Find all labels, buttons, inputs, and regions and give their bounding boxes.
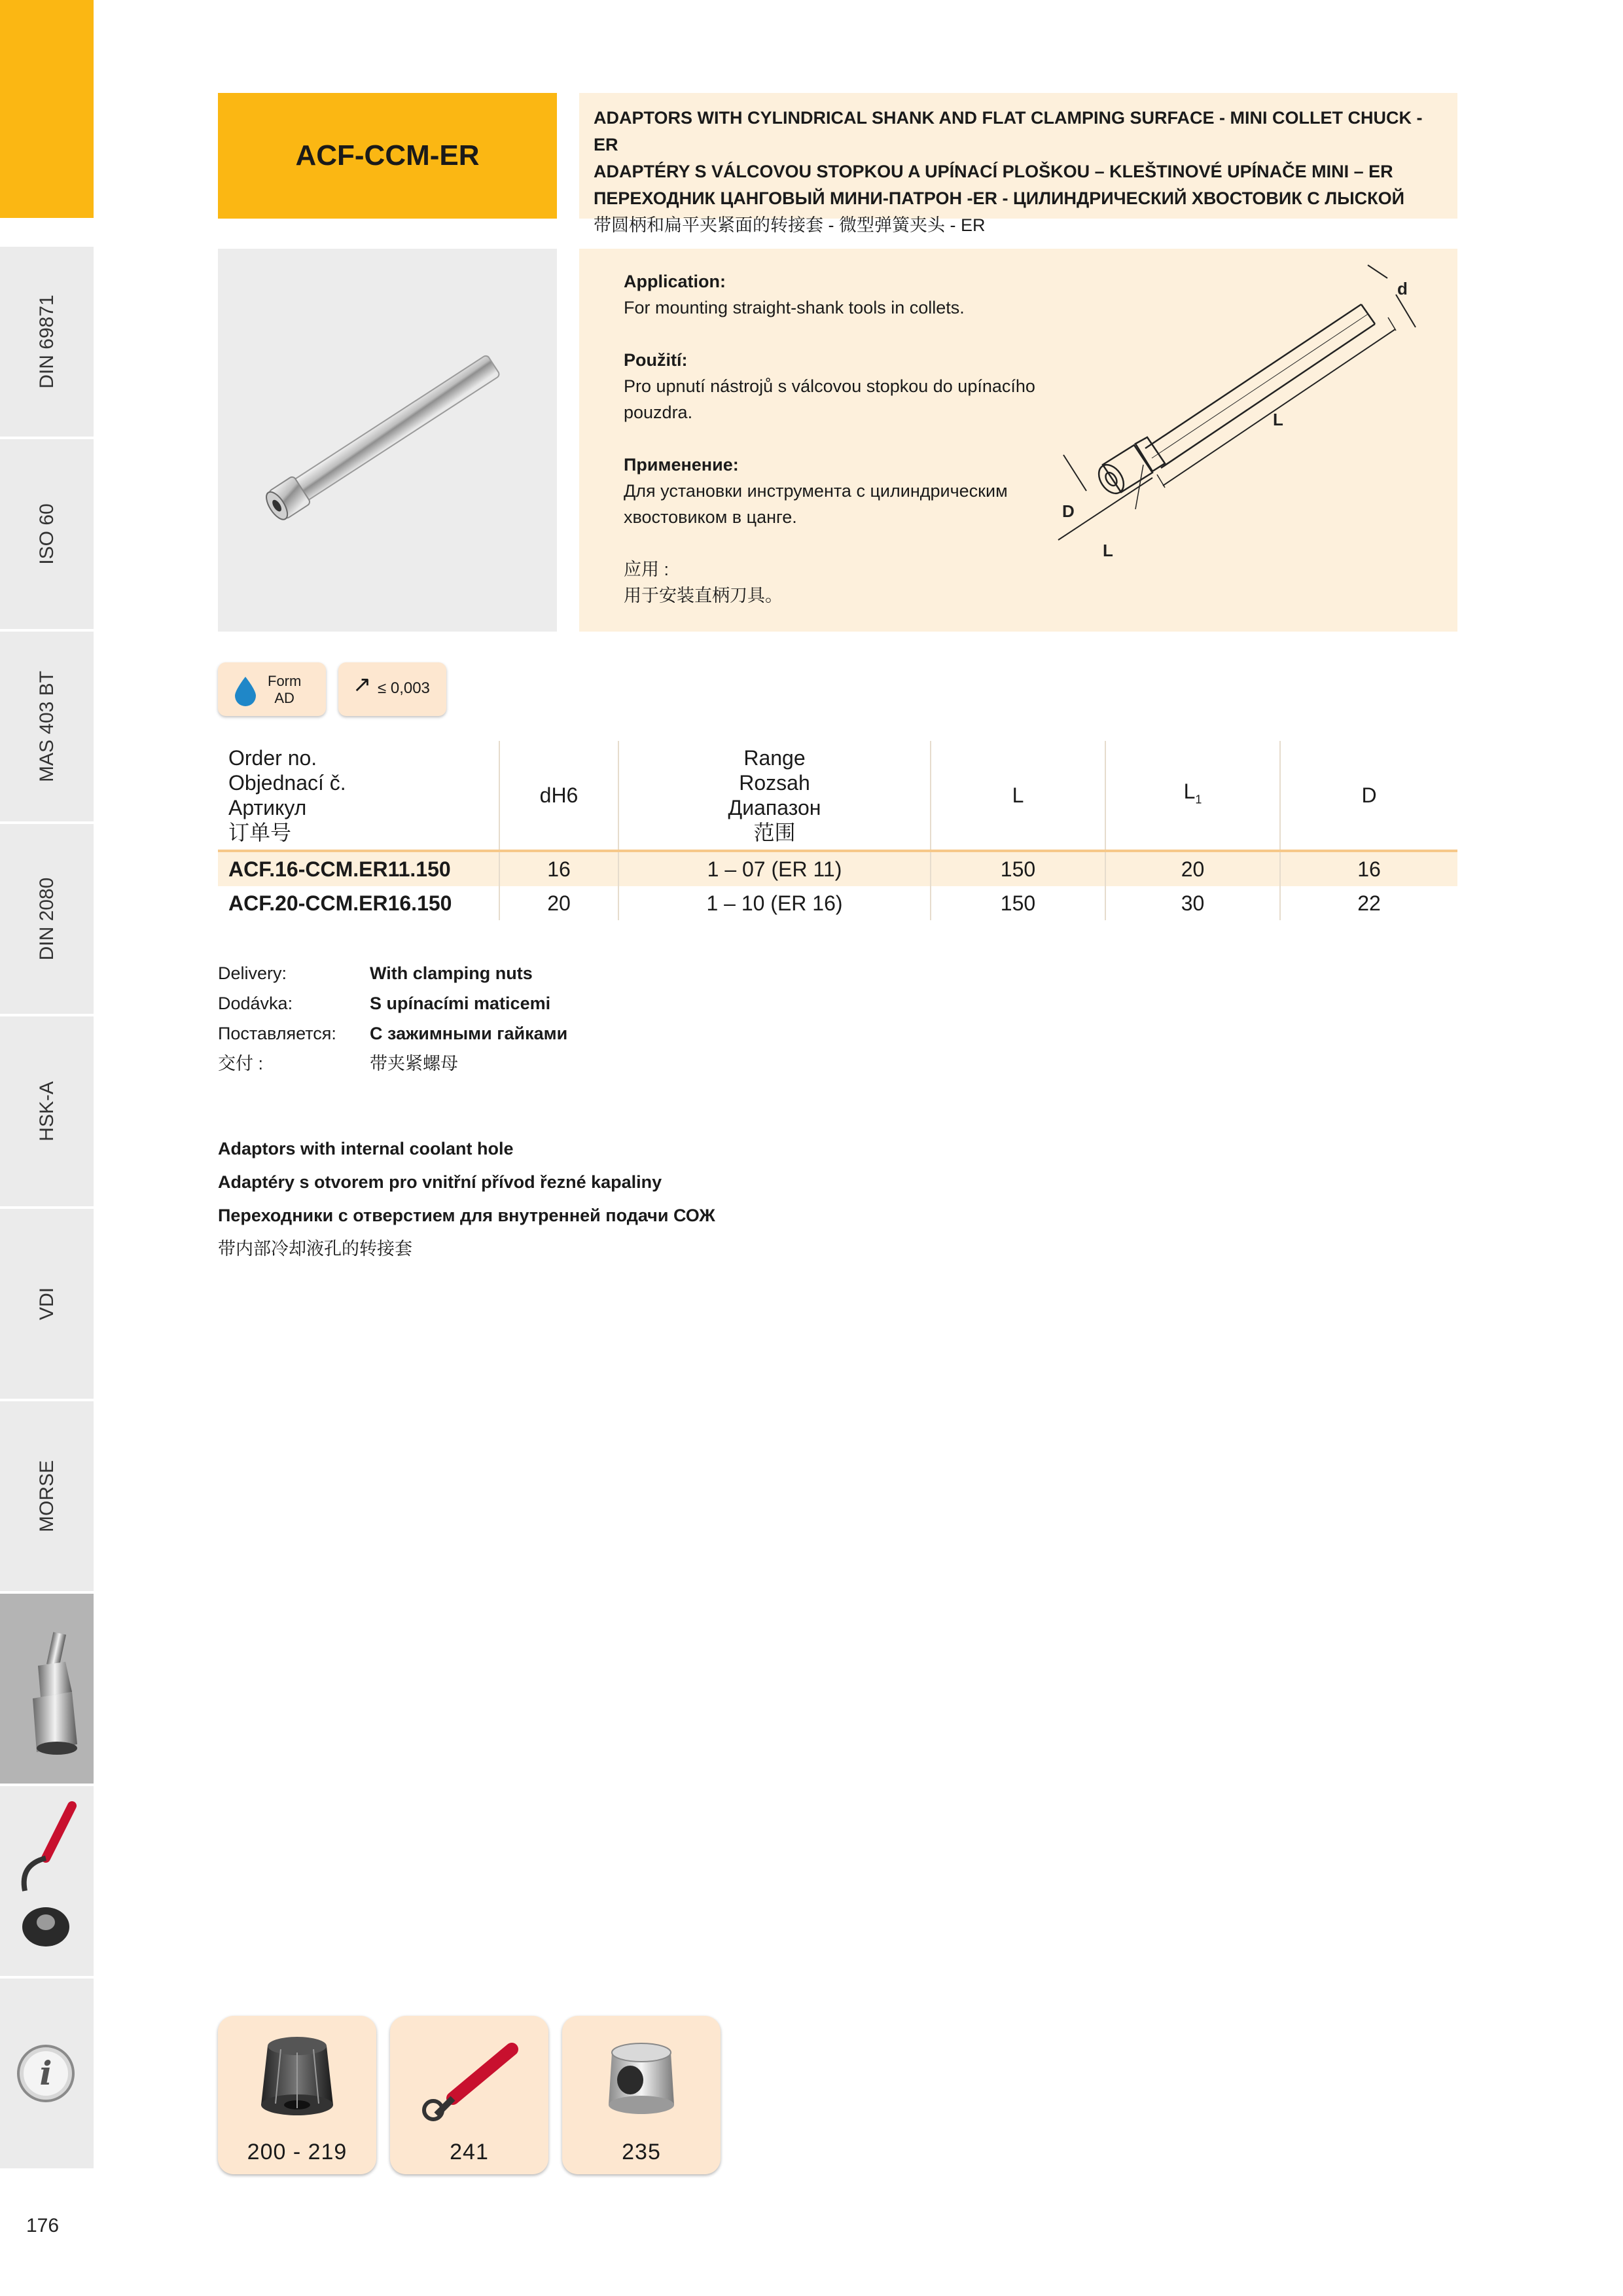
note-cz: Adaptéry s otvorem pro vnitřní přívod řezné kapaliny [218,1172,662,1192]
runout-arrow-icon: ↗ [353,672,372,697]
sidebar-tab-hska[interactable] [0,1016,94,1206]
coolant-drop-icon [231,674,260,707]
header-text: 订单号 [228,821,292,844]
form-value: AD [274,690,294,706]
adaptor-photo-icon [218,249,557,632]
col-L1 [1105,741,1280,851]
sidebar-tab-vdi[interactable] [0,1209,94,1399]
technical-drawing [1024,249,1457,632]
sidebar-tab-collet-chuck[interactable] [0,1594,94,1784]
header-subscript: 1 [1195,793,1202,806]
accessory-tile-nut[interactable] [562,2016,721,2174]
clamping-nut-icon [579,2026,704,2138]
form-label: Form [268,673,302,689]
application-text-en: For mounting straight-shank tools in collets. [624,298,965,317]
cell-D: 22 [1280,886,1457,920]
application-text-cn: 用于安装直柄刀具。 [624,586,783,605]
delivery-key: Dodávka: [218,994,293,1013]
header-text: Order no. [228,746,317,770]
header-text: Rozsah [739,771,810,795]
sidebar-tab-accessories[interactable] [0,1786,94,1976]
col-L: L [931,741,1105,851]
note-en: Adaptors with internal coolant hole [218,1139,514,1158]
cell-L1: 20 [1105,851,1280,886]
delivery-value: With clamping nuts [370,963,533,983]
delivery-key: Delivery: [218,963,287,983]
cell-range: 1 – 07 (ER 11) [618,851,931,886]
header-text: Артикул [228,796,307,819]
application-text-cz: Pro upnutí nástrojů s válcovou stopkou do upínacího pouzdra. [624,376,1035,422]
accessory-pages: 200 - 219 [247,2140,348,2164]
page-number: 176 [26,2215,60,2236]
header-line-cz: ADAPTÉRY S VÁLCOVOU STOPKOU A UPÍNACÍ PLOŠKOU – KLEŠTINOVÉ UPÍNAČE MINI – ER [594,162,1393,181]
accessory-pages: 235 [622,2140,661,2164]
tab-label: MAS 403 BT [35,670,58,783]
tab-label: DIN 2080 [35,877,58,961]
drawing-label-L: L [1273,410,1283,429]
sidebar-tab-morse[interactable] [0,1401,94,1591]
collet-chuck-icon [0,1594,94,1784]
table-header-row [218,741,1457,851]
tab-label: ISO 60 [35,503,58,565]
col-dh6: dH6 [499,741,618,851]
header-text: Диапазон [728,796,821,819]
sidebar-tab-info[interactable] [0,1979,94,2168]
order-table [218,741,1457,920]
product-description-header [579,93,1457,235]
form-ad-badge [218,662,326,716]
col-range [618,741,931,851]
application-panel [579,249,1457,632]
sidebar-tab-iso60[interactable] [0,439,94,629]
header-text: 范围 [753,821,796,844]
application-text-ru-2: хвостовиком в цанге. [624,507,797,527]
drawing-label-L1: L [1103,541,1113,560]
drawing-label-d: d [1397,279,1408,298]
coolant-notes [218,1132,715,1266]
cell-range: 1 – 10 (ER 16) [618,886,931,920]
wrench-nut-icon [0,1786,94,1976]
header-text: Range [743,746,806,770]
delivery-info [218,958,567,1079]
header-line-en: ADAPTORS WITH CYLINDRICAL SHANK AND FLAT CLAMPING SURFACE - MINI COLLET CHUCK - ER [594,108,1423,154]
cell-order: ACF.20-CCM.ER16.150 [218,886,499,920]
header-line-cn: 带圆柄和扁平夹紧面的转接套 - 微型弹簧夹头 - ER [594,215,986,235]
application-heading-en: Application: [624,272,726,291]
delivery-value: С зажимными гайками [370,1024,568,1043]
application-text-ru-1: Для установки инструмента с цилиндрическим [624,481,1008,501]
drawing-label-D: D [1062,501,1075,521]
accessory-tile-wrench[interactable] [390,2016,548,2174]
application-heading-ru: Применение: [624,455,739,475]
col-D: D [1361,783,1377,807]
cell-L: 150 [931,851,1105,886]
table-row [218,851,1457,886]
cell-dh6: 20 [499,886,618,920]
header-text: Objednací č. [228,771,346,795]
tab-label: HSK-A [35,1081,58,1141]
cell-L1: 30 [1105,886,1280,920]
runout-value: ≤ 0,003 [378,679,430,697]
delivery-value: S upínacími maticemi [370,994,551,1013]
application-heading-cz: Použití: [624,350,688,370]
sidebar-tab-mas403bt[interactable] [0,632,94,821]
collet-icon [235,2026,359,2138]
delivery-value: 带夹紧螺母 [370,1054,458,1073]
info-icon [0,1979,94,2168]
sidebar-tab-din2080[interactable] [0,824,94,1014]
sidebar [0,0,94,2179]
cell-L: 150 [931,886,1105,920]
header-line-ru: ПЕРЕХОДНИК ЦАНГОВЫЙ МИНИ-ПАТРОН -ER - ЦИЛИНДРИЧЕСКИЙ ХВОСТОВИК С ЛЫСКОЙ [594,188,1405,208]
col-order-no [218,741,499,851]
note-ru: Переходники с отверстием для внутренней подачи СОЖ [218,1206,715,1225]
wrench-icon [407,2026,531,2138]
product-photo [218,249,557,632]
tab-label: VDI [35,1287,58,1321]
svg-text:i: i [39,2054,52,2092]
tab-label: DIN 69871 [35,295,58,389]
product-code-title: ACF-CCM-ER [218,93,557,219]
table-row [218,886,1457,920]
accessory-tile-collets[interactable] [218,2016,376,2174]
delivery-key: Поставляется: [218,1024,336,1043]
cell-order: ACF.16-CCM.ER11.150 [218,851,499,886]
note-cn: 带内部冷却液孔的转接套 [218,1239,412,1259]
header-text: L [1183,779,1196,803]
runout-badge [338,662,446,716]
application-heading-cn: 应用 : [624,560,669,579]
tab-label: MORSE [35,1460,58,1533]
sidebar-tab-din69871[interactable] [0,247,94,437]
cell-D: 16 [1280,851,1457,886]
application-text [624,268,1056,609]
delivery-key: 交付 : [218,1054,264,1073]
cell-dh6: 16 [499,851,618,886]
accessory-pages: 241 [450,2140,489,2164]
sidebar-accent-block [0,0,94,218]
